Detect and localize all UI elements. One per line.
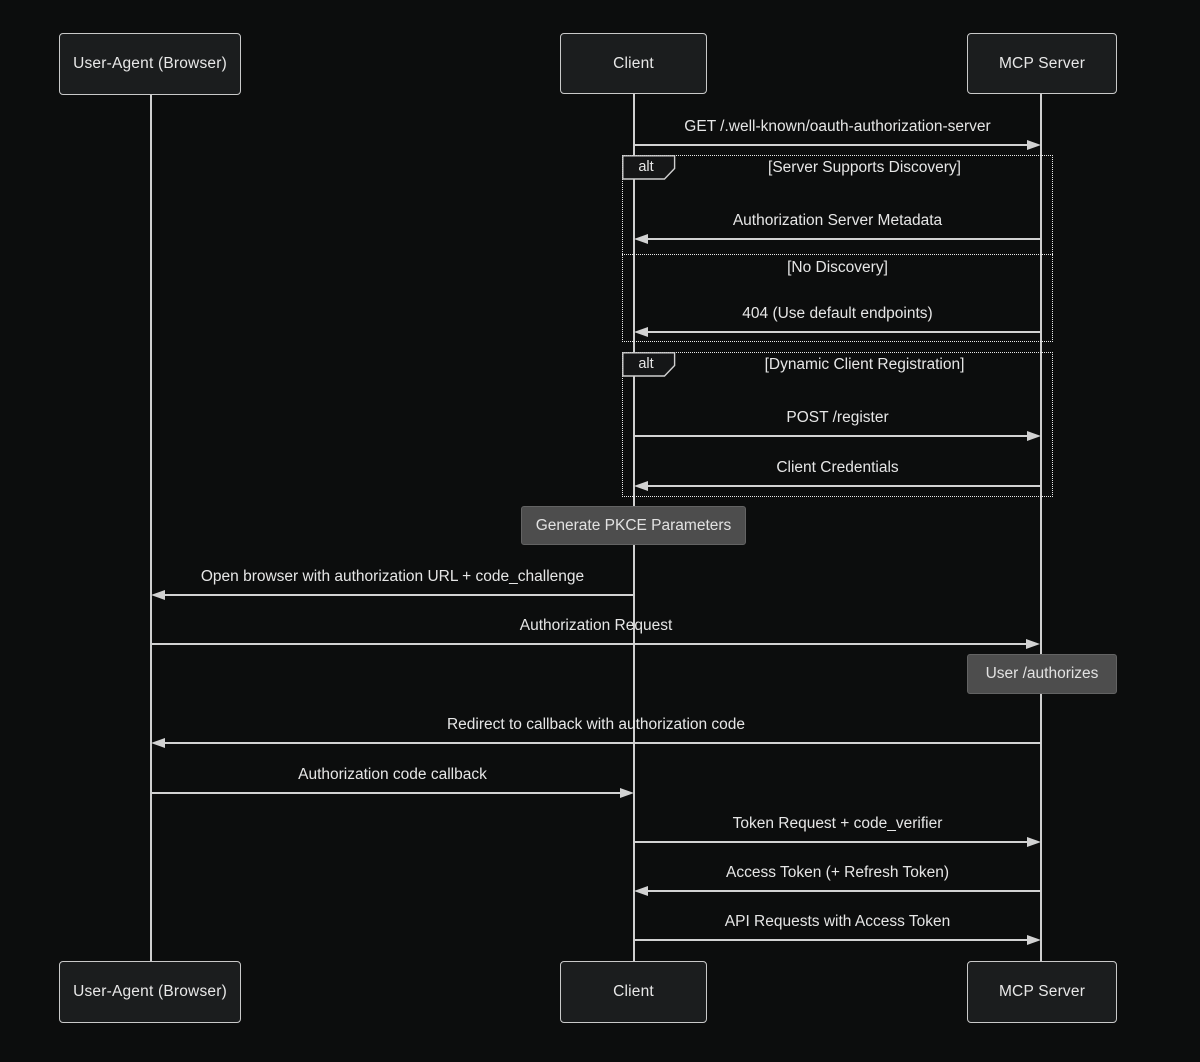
arrowhead-left [151, 738, 165, 748]
actor-mcp-server-bottom [967, 961, 1117, 1023]
actor-label: MCP Server [998, 54, 1086, 72]
message-label: POST /register [786, 409, 889, 426]
note-user-authorizes [967, 654, 1117, 694]
arrowhead-right [1027, 431, 1041, 441]
message-label: Authorization Server Metadata [732, 212, 943, 229]
actor-client-bottom [560, 961, 707, 1023]
arrowhead-right [1027, 837, 1041, 847]
message-label: Authorization Request [519, 617, 673, 634]
arrowhead-right [620, 788, 634, 798]
message-line [151, 643, 1028, 645]
actor-label: Client [613, 983, 654, 1000]
arrowhead-left [634, 886, 648, 896]
actor-mcp-server-top [967, 33, 1117, 94]
message-line [164, 742, 1041, 744]
message-label: Client Credentials [776, 459, 899, 476]
alt-condition: [No Discovery] [787, 259, 888, 276]
message-line [634, 144, 1028, 146]
actor-label: MCP Server [998, 983, 1086, 1000]
message-line [647, 890, 1041, 892]
message-line [647, 485, 1041, 487]
note-generate-pkce [521, 506, 746, 545]
arrowhead-left [634, 481, 648, 491]
arrowhead-left [634, 234, 648, 244]
actor-user-agent-bottom [59, 961, 241, 1023]
message-line [634, 435, 1028, 437]
alt-divider [622, 254, 1053, 255]
message-line [151, 792, 621, 794]
message-line [647, 331, 1041, 333]
message-label: Token Request + code_verifier [732, 815, 943, 832]
message-label: Access Token (+ Refresh Token) [726, 864, 949, 881]
arrowhead-right [1027, 935, 1041, 945]
actor-user-agent-top [59, 33, 241, 95]
alt-condition: [Server Supports Discovery] [768, 159, 961, 176]
message-line [164, 594, 634, 596]
arrowhead-left [634, 327, 648, 337]
lifeline-user-agent [150, 94, 152, 961]
actor-label: Client [613, 54, 654, 72]
actor-client-top [560, 33, 707, 94]
alt-condition: [Dynamic Client Registration] [764, 356, 965, 373]
note-label: User /authorizes [985, 665, 1099, 682]
message-label: 404 (Use default endpoints) [742, 305, 933, 322]
actor-label: User-Agent (Browser) [73, 55, 227, 72]
arrowhead-right [1027, 140, 1041, 150]
message-label: API Requests with Access Token [724, 913, 951, 930]
note-label: Generate PKCE Parameters [535, 516, 732, 534]
message-label: Authorization code callback [298, 766, 487, 783]
message-label: Open browser with authorization URL + code_challenge [200, 568, 585, 585]
message-line [647, 238, 1041, 240]
message-label: Redirect to callback with authorization code [446, 716, 746, 733]
actor-label: User-Agent (Browser) [73, 983, 227, 1000]
message-label: GET /.well-known/oauth-authorization-server [684, 118, 991, 135]
arrowhead-right [1026, 639, 1040, 649]
message-line [634, 841, 1028, 843]
message-line [634, 939, 1028, 941]
arrowhead-left [151, 590, 165, 600]
alt-tab-label: alt [638, 356, 654, 372]
alt-tab-label: alt [638, 159, 654, 175]
